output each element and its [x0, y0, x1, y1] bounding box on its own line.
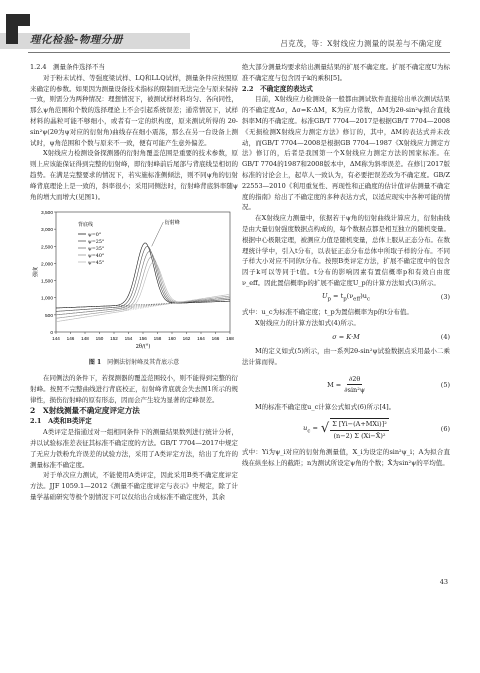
y-tick-label: 0 [50, 331, 53, 337]
paragraph: 在X射线应力测量中，依据若干ψ角的衍射曲线计算应力，衍射曲线是由大量衍射强度数据点构成的，每个数据点都是相互独立的随机变量。根据中心极限定理，被测应力值是随机变量，总体上服从正态分布。在数理统计学中，引入t分布，以表征正态分布总体中所取子样的分布。不同子样大小对应不同的t分布。按照B类评定方法，扩展不确定度中的包含因子k可以等同于t值。t分布的影响因素有置信概率p和有效自由度ν_eff。因此置信概率p的扩展不确定度U_p的计算方法如式(3)所示。 [242, 214, 450, 287]
diffraction-peak-chart [30, 206, 238, 356]
background-line-1 [56, 300, 230, 312]
equation-number: (5) [440, 380, 450, 389]
equation-5: M = $\frac{\partial 2\theta}{\text{∂sin²ψ}}$ (5) [327, 374, 450, 395]
right-column [242, 62, 450, 468]
series-line-2 [56, 252, 230, 315]
section-2: 2 X射线测量不确定度评定方法 [30, 405, 140, 415]
y-tick-label: 500 [44, 314, 53, 320]
section-2-2: 2.2 不确定度的表达式 [242, 84, 313, 93]
x-tick-label: 158 [153, 336, 162, 342]
journal-logo-icon [6, 14, 32, 44]
x-tick-label: 160 [168, 336, 176, 342]
y-tick-label: 1,000 [40, 297, 53, 303]
series-line-1 [56, 247, 230, 312]
paragraph: 对于粉末试样、等强度梁试样、LQ和LLQ试样，测量条件应按照原来确定的参数。如果因为测量设备技术指标的限制而无法完全与原来保持一致，则需分为两种情况：理想情况下，被测试样材料均匀、各向同性，那么ψ角范围和个数的选择理论上不会引起系统误差；通常情况下，试样材料的晶粒可能不够细小，或者有一定的织构度，原来测试所得的 2θ-sin²ψ(2θ为ψ对应的衍射角)曲线存在细小震荡，那么在另一台设备上测试时，ψ角范围和个数与原来不一致，便有可能产生意外偏差。 [30, 73, 238, 147]
x-tick-label: 168 [226, 336, 234, 342]
paragraph: M的标准不确定度u_c计算公式如式(6)所示[4]。 [255, 402, 396, 411]
paragraph: 绝大部分测量均要求给出测量结果的扩展不确定度。扩展不确定度U为标准不确定度与包含因子k的乘积[5]。 [242, 63, 450, 82]
paragraph: X射线应力的计算方法如式(4)所示。 [255, 318, 360, 327]
page-number: 43 [439, 578, 448, 586]
legend-entry-2: ψ=35° [88, 247, 105, 253]
x-tick-label: 146 [66, 336, 75, 342]
equation-number: (6) [440, 425, 450, 434]
paragraph: A类评定是指通过对一组相同条件下的测量结果数列进行统计分析，并以试验标准差表征其标准不确定度的方法。GB/T 7704—2017中规定了无应力铁粉允许误差的试验方法，采用了A类评定方法，给出了允许的测量标准不确定度。 [30, 428, 238, 469]
paragraph: 目前，X射线应力检测设备一般都由测试软件直接给出单次测试结果的不确定度Δσ，Δσ=K·ΔM，K为应力常数，ΔM为2θ-sin²ψ拟合直线斜率M的不确定度。标准GB/T 7704—2017是根据GB/T 7704—2008《无损检测X射线应力测定方法》修订的，其中，ΔM的表达式并未改动，而GB/T 7704—2008是根据GB 7704—1987《X射线应力测定方法》修订的，后者是我国第一个X射线应力测定方法的国家标准。在GB/T 7704的1987和2008版本中，ΔM称为斜率误差。在修订2017版标准的讨论会上，起草人一致认为，有必要把误差改为不确定度。GB/Z 22553—2010《利用重复性、再现性和正确度的估计值评估测量不确定度的指南》给出了不确定度的多种表达方式，以适应现实中各种可能的情况。 [242, 95, 450, 212]
figure-caption [30, 358, 238, 369]
y-tick-label: 2,000 [40, 262, 53, 268]
paragraph: M的定义如式(5)所示，由一系列2θ-sin²ψ试验数据点采用最小二乘法计算而得。 [242, 347, 450, 367]
equation-4: σ = K·M (4) [332, 332, 450, 341]
section-1-2-4: 1.2.4 测量条件选择不当 [30, 63, 106, 71]
plot-frame [56, 212, 230, 332]
header-rule [28, 52, 450, 53]
x-tick-label: 144 [52, 336, 60, 342]
y-tick-label: 1,500 [40, 279, 53, 285]
x-tick-label: 156 [139, 336, 147, 342]
peak-annotation: 衍射峰 [164, 220, 180, 227]
x-tick-label: 150 [95, 336, 104, 342]
legend-entry-4: ψ=45° [88, 261, 105, 267]
figure-number: 图 1 [88, 359, 102, 367]
x-tick-label: 162 [182, 336, 191, 342]
background-line-2 [56, 298, 230, 315]
journal-brand: 理化检验-物理分册 [30, 34, 123, 46]
legend-entry-1: ψ=25° [88, 240, 105, 246]
x-tick-label: 152 [110, 336, 118, 342]
x-axis-label: 2θ/(°) [135, 344, 151, 351]
legend-entry-3: ψ=40° [88, 254, 105, 260]
equation-number: (4) [440, 332, 450, 341]
y-tick-label: 3,000 [40, 228, 53, 234]
x-tick-label: 166 [211, 336, 220, 342]
peak-pointer [152, 222, 164, 246]
series-line-4 [56, 262, 230, 322]
running-title: 吕克茂，等：X射线应力测量的误差与不确定度 [280, 39, 442, 48]
y-tick-label: 3,500 [40, 211, 53, 217]
x-tick-label: 164 [197, 336, 205, 342]
paragraph: X射线应力检测设备探测器的衍射角覆盖范围是重要的技术参数，原则上应该能保证得到完整的衍射峰，即衍射峰前后尾部与背底线呈相切的趋势。在满足完整要求的情况下，若实施标准侧倾法，则不同ψ角的衍射峰背底理论上是一致的，斜率很小；采用同侧法时，衍射峰背底斜率随ψ角的增大而增大(见图1)。 [30, 149, 238, 201]
equation-number: (3) [440, 293, 450, 302]
paragraph: 对于单次应力测试，不能使用A类评定，因此采用B类不确定度评定方法。JJF 1059.1—2012《测量不确定度评定与表示》中规定，除了计量学基础研究等极个别情况下可以仅给出合成标准不确定度外，其余 [30, 471, 238, 501]
x-tick-label: 148 [81, 336, 89, 342]
x-tick-label: 154 [124, 336, 133, 342]
y-tick-label: 2,500 [40, 245, 53, 251]
left-column [30, 62, 238, 503]
y-axis-label: 强度 [33, 267, 39, 278]
paragraph: 在同侧法的条件下，若探测器的覆盖范围较小，则不能得到完整的衍射峰。按照不完整曲线进行背底校正，衍射峰背底就会失去图1所示的规律性，损伤衍射峰的原有形态，因而会产生较为显著的定峰误差。 [30, 374, 238, 404]
paragraph: 式中：u_c为标准不确定度；t_p为置信概率为p的t分布值。 [242, 307, 413, 316]
figure-1-chart [30, 206, 238, 356]
section-2-1: 2.1 A类和B类评定 [30, 417, 92, 426]
paragraph: 式中：Yi为ψ_i对应的衍射角测量值，X_i为设定的sin²ψ_i；A为拟合直线在纵坐标上的截距；n为测试所设定ψ角的个数；X̄为sin²ψ的平均值。 [242, 447, 450, 467]
equation-3: $U_p = t_p(\nu_{eff})u_c$ (3) [322, 291, 450, 302]
legend-entry-0: ψ=0° [88, 233, 102, 239]
figure-title: 同侧法衍射峰及其背底示意 [107, 359, 180, 367]
legend-title: 背底线 [78, 222, 94, 229]
equation-6: $u_c$ = √ $\frac{\text{Σ [Yi−(A+MXi)]²}}{\text{(n−2) Σ (Xi−X̄)²}}$ (6) [303, 419, 450, 440]
